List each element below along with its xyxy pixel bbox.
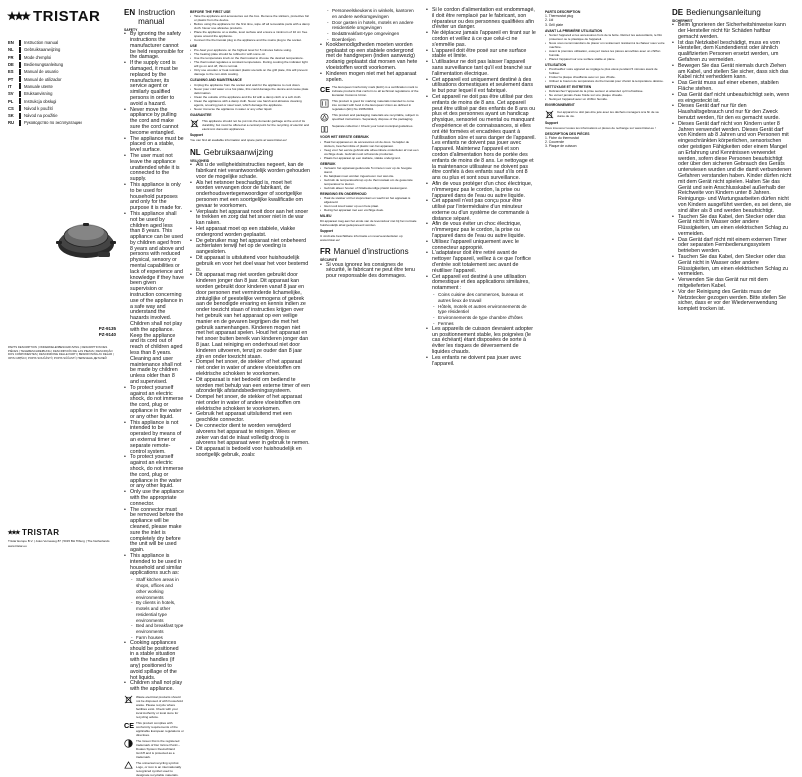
list-item: • Dieses Gerät darf nicht von Kindern unter 8 Jahren verwendet werden. Dieses Gerät darf von Kindern ab 8 Jahren und von Personen mit eingeschränkten körperlichen, sensorischen oder geistigen Fähigkeiten oder einem Mangel an Erfahrung und Kenntnissen verwendet werden, sofern diese Personen beaufsichtigt oder über den sicheren Gebrauch des Geräts unterwiesen wurden und die damit verbundenen Gefahren verstanden haben. Kinder dürfen nicht mit dem Gerät nicht spielen. Halten Sie das Gerät und sein Anschlusskabel außerhalb der Reichweite von Kindern unter 8 Jahren. Reinigungs- und Wartungsarbeiten dürfen nicht von Kindern ausgeführt werden, es sei denn, sie sind älter als 8 und werden beaufsichtigt. xyxy=(672,122,792,215)
parts-title: DESCRIPTION DES PIÈCES xyxy=(545,131,590,136)
language-item xyxy=(8,105,116,112)
list-item: • Les enfants ne doivent pas jouer avec l'appareil. xyxy=(426,356,536,368)
environment-text: Dit apparaat mag aan het einde van de levensduur niet bij het normale huishoudelijk afval gedeponeerd worden. xyxy=(320,219,417,228)
list-subitem: - By clients in hotels, motels and other residential type environments xyxy=(124,600,184,623)
list-item: • Connect the thermostat plug to the appliance and the mains plug to the socket. xyxy=(190,38,310,42)
symbol-row xyxy=(190,119,310,131)
language-item xyxy=(8,97,116,104)
list-item: • Only use wooden or heat resistant plastic utensils on the grill plate, this will prevent damage to the non-stick coating. xyxy=(190,68,310,76)
language-divider xyxy=(19,40,21,46)
symbol-description: This product complies with conformity requirements of the applicable European regulations or directives. xyxy=(136,721,184,738)
list-item: • De connector dient te worden verwijderd alvorens het apparaat te reinigen. Wees er zeker van dat de inlaat volledig droog is alvorens het apparaat weer in gebruik te nemen. xyxy=(190,424,310,447)
list-item: • Gebruik de temperatuurknop op de thermostaat om de gewenste temperatuur te kiezen. xyxy=(320,178,420,186)
brand-name: TRISTAR xyxy=(22,528,60,537)
first-use-list xyxy=(190,14,310,42)
symbol-description: The European Conformity mark (EAC) is a certification mark to indicate products that conform to all technical regulations of the Eurasian Customs Union. xyxy=(332,85,419,98)
list-item: • To protect yourself against an electric shock, do not immerse the cord, plug or appliance in the water or any other liquid. xyxy=(124,386,184,421)
list-item: • Sortez l'appareil et les accessoires hors de la boîte. Retirez les autocollants, le film protecteur ou le plastique de l'appareil. xyxy=(545,33,665,41)
symbol-row xyxy=(320,124,420,133)
list-item: • Bewegen Sie das Gerät niemals durch Ziehen am Kabel, und stellen Sie sicher, dass sich das Kabel nicht verheddern kann. xyxy=(672,64,792,81)
language-code: PL xyxy=(8,98,14,104)
parts-description xyxy=(545,132,665,149)
part-item: 2. Couvercle xyxy=(545,140,565,145)
ce-mark-icon xyxy=(124,721,133,730)
language-divider xyxy=(19,54,21,60)
symbol-row xyxy=(124,739,184,759)
list-item: • Tauchen Sie das Kabel, den Stecker oder das Gerät nicht in Wasser oder andere Flüssigkeiten, um einen elektrischen Schlag zu vermeiden. xyxy=(672,215,792,238)
list-item: • Dit apparaat mag niet worden gebruikt door kinderen jonger dan 8 jaar. Dit apparaat kan worden gebruikt door kinderen vanaf 8 jaar en door personen met verminderde lichamelijke, zintuiglijke of geestelijke vermogens of gebrek aan de benodigde ervaring en kennis indien ze onder toezicht staan of instructies krijgen over het gebruik van het apparaat op een veilige manier en de gevaren begrijpen die met het gebruik samenhangen. Kinderen mogen niet met het apparaat spelen. Houd het apparaat en het snoer buiten bereik van kinderen jonger dan 8 jaar. Laat reiniging en onderhoud niet door kinderen uitvoeren, tenzij ze ouder dan 8 jaar zijn en onder toezicht staan. xyxy=(190,273,310,360)
subsection-title: BEFORE THE FIRST USE xyxy=(190,10,231,14)
list-item: • The heating plate should be rubbed in with some oil. xyxy=(190,52,310,56)
symbol-row xyxy=(124,721,184,737)
symbol-row xyxy=(320,99,420,111)
language-divider xyxy=(19,120,21,126)
list-item: • Cet appareil est uniquement destiné à des utilisations domestiques et seulement dans le but pour lequel il est fabriqué. xyxy=(426,78,536,95)
model-number: PZ-9140 xyxy=(98,332,116,337)
language-code: SV xyxy=(8,91,14,97)
support-text: Vous trouverez toutes les informations et pièces de rechange sur www.tristar.eu ! xyxy=(545,125,656,130)
list-item: • Als het netsnoer beschadigd is, moet het worden vervangen door de fabrikant, de onderhoudsvertegenwoordiger of soortgelijke personen met een soortgelijke kwalificatie om gevaar te voorkomen. xyxy=(190,181,310,210)
language-list xyxy=(8,39,116,127)
symbol-row xyxy=(124,695,184,719)
section-title: Bedienungsanleitung xyxy=(686,8,761,17)
subsection-title: GEBRUIK xyxy=(320,161,336,166)
list-item: • Dieses Gerät darf nur für den Haushaltsgebrauch und nur für den Zweck benutzt werden, für den es gemacht wurde. xyxy=(672,104,792,121)
subsection-title: Support xyxy=(545,120,558,125)
list-item: • Dompel het snoer, de stekker of het apparaat niet onder in water of andere vloeistoffen om elektrische schokken te voorkomen. xyxy=(190,395,310,412)
subsection-title: GUARANTEE xyxy=(190,112,212,117)
list-item: • Nettoyez l'appareil avec un chiffon humide. xyxy=(545,97,665,101)
list-item: • Das Gerät muss auf einer ebenen, stabilen Fläche stehen. xyxy=(672,81,792,93)
subsection-title: REINIGING EN ONDERHOUD xyxy=(320,191,367,196)
food-safe-icon xyxy=(320,99,329,108)
list-item: • Vor der Reinigung des Geräts muss der Netzstecker gezogen werden. Bitte stellen Sie sicher, dass er vor der Wiederverwendung komplett trocken ist. xyxy=(672,290,792,313)
language-code: NL xyxy=(190,148,201,158)
safety-list-continued xyxy=(320,8,420,83)
cover-footer xyxy=(8,528,116,548)
list-item: • The thermostat regulates a constant temperature. During cooking the indicator light will go on and off, this is normal. xyxy=(190,60,310,68)
brand-name: TRISTAR xyxy=(33,8,101,25)
list-item: • To protect yourself against an electric shock, do not immerse the cord, plug or appliance in the water or any other liquid. xyxy=(124,455,184,490)
dutch-column xyxy=(320,8,420,568)
list-item: • Gebruik het apparaat uitsluitend met een geschikte connector. xyxy=(190,412,310,424)
language-item xyxy=(8,46,116,53)
language-code: FR xyxy=(320,247,331,257)
symbol-row xyxy=(545,110,665,119)
list-subitem: - Door gasten in hotels, motels en andere residentiële omgevingen xyxy=(320,20,420,32)
language-divider xyxy=(19,98,21,104)
support-text: U vindt alle beschikbare informatie en reserveonderdelen op www.tristar.eu! xyxy=(320,234,403,243)
symbol-description: The universal recycling symbol. Logo, or icon is an internationally recognized symbol used to designate recyclable materials. xyxy=(136,761,182,777)
list-item: • Never move the appliance by pulling the cord and make sure the cord cannot become entangled. xyxy=(124,108,184,137)
language-code: DE xyxy=(8,62,14,68)
section-header xyxy=(190,148,310,157)
list-item: • L'utilisateur ne doit pas laisser l'appareil sans surveillance tant qu'il est branché sur l'alimentation électrique. xyxy=(426,60,536,77)
model-numbers xyxy=(72,326,116,338)
list-subitem: - Fermes xyxy=(426,321,536,327)
subsection-title: MILIEU xyxy=(320,213,332,218)
safety-list xyxy=(672,23,792,313)
subsection-title: SICHERHEIT xyxy=(672,19,693,23)
list-item: • Utilisez l'appareil uniquement avec le connecteur approprié. xyxy=(426,240,536,252)
language-name: Bedienungsanleitung xyxy=(24,62,64,68)
subsection-title: NETTOYAGE ET ENTRETIEN xyxy=(545,85,592,90)
language-code: ES xyxy=(8,69,14,75)
bin-crossed-icon xyxy=(190,119,199,128)
list-item: • Giet nooit koud water op een hete plaat. xyxy=(320,204,420,208)
language-name: Bruksanvisning xyxy=(24,91,53,97)
language-item xyxy=(8,112,116,119)
list-item: • Clean the outside of the appliance and the lid with a damp cloth or a soft cloth. xyxy=(190,95,310,99)
bin-crossed-icon xyxy=(545,110,554,119)
list-subitem: - Farm houses xyxy=(124,635,184,641)
list-item: • This appliance is not intended to be operated by means of an external timer or separate remote-control system. xyxy=(124,421,184,456)
language-item xyxy=(8,54,116,61)
list-item: • Haal de stekker uit het stopcontact en wacht tot het apparaat is afgekoeld. xyxy=(320,196,420,204)
list-item: • Place the appliance on a stable, level surface and ensure a minimum of 10 cm free space around the appliance. xyxy=(190,30,310,38)
list-item: • Clean the appliance with a damp cloth. Never use harsh and abrasive cleaning agents, scouring pad or steel wool, which damage the appliance. xyxy=(190,99,310,107)
list-item: • Haal het apparaat en de accessoires uit de doos. Verwijder de stickers, beschermfolie of plastic van het apparaat. xyxy=(320,140,420,148)
list-item: • Verplaats het apparaat nooit door aan het snoer te trekken en zorg dat het snoer niet in de war kan raken. xyxy=(190,210,310,227)
ce-mark-icon xyxy=(320,85,329,94)
language-code: EN xyxy=(124,8,136,17)
list-item: • Never pour cold water on a hot plate, this could damage the device and cause plate deformation. xyxy=(190,87,310,95)
language-name: Instruction manual xyxy=(24,40,59,46)
list-subitem: - Bed&Breakfast-type omgevingen xyxy=(320,31,420,37)
language-item xyxy=(8,90,116,97)
safety-list xyxy=(124,32,184,693)
list-item: • Dompel het snoer, de stekker of het apparaat niet onder in water of andere vloeistoffen om elektrische schokken te voorkomen. xyxy=(190,360,310,377)
list-item: • This appliance is intended to be used in household and similar applications such as: xyxy=(124,554,184,577)
language-name: Mode d'emploi xyxy=(24,54,52,60)
list-item: • This appliance is only to be used for household purposes and only for the purpose it is made for. xyxy=(124,183,184,212)
list-item: • Pre-heat your appliance on the highest level for 5 minutes before using. xyxy=(190,48,310,52)
use-list xyxy=(545,67,665,83)
cleaning-list xyxy=(320,196,420,212)
language-divider xyxy=(19,91,21,97)
list-item: • Take the appliance and accessories out the box. Remove the stickers, protective foil or plastic from the device. xyxy=(190,14,310,22)
use-list xyxy=(320,166,420,190)
list-subitem: - Bed and breakfast type environments xyxy=(124,623,184,635)
language-name: Gebruiksaanwijzing xyxy=(24,47,61,53)
list-item: • Only use the appliance with the appropriate connector. xyxy=(124,490,184,507)
section-title: Gebruiksaanwijzing xyxy=(203,148,274,158)
symbol-description: Separate collection / Check your local municipal guidelines. xyxy=(332,124,414,129)
list-item: • The connector must be removed before the appliance will be cleaned, please make sure the inlet is completely dry before the unit will be used again. xyxy=(124,508,184,554)
language-divider xyxy=(19,62,21,68)
pizza-pan-illustration-icon xyxy=(54,208,118,272)
symbol-description: This product and packaging materials are recyclable, subject to specified instructions. Separately dispose of the packaging. xyxy=(332,113,419,122)
list-item: • Plaats het apparaat op een stabiele, vlakke ondergrond. xyxy=(320,156,420,160)
language-code: EN xyxy=(8,40,14,46)
list-item: • Cooking appliances should be positioned in a stable situation with the handles (if any) positioned to avoid spillage of the hot liquids. xyxy=(124,641,184,682)
list-item: • Si le cordon d'alimentation est endommagé, il doit être remplacé par le fabricant, son réparateur ou des personnes qualifiées afin d'éviter un danger. xyxy=(426,8,536,31)
list-item: • Si vous ignorez les consignes de sécurité, le fabricant ne peut être tenu pour responsable des dommages. xyxy=(320,263,420,280)
french-use-column xyxy=(545,8,665,568)
list-item: • Frottez la plaque chauffante avec un peu d'huile. xyxy=(545,75,665,79)
language-divider xyxy=(19,105,21,111)
list-subitem: - Environnements de type chambre d'hôtes xyxy=(426,315,536,321)
language-item xyxy=(8,39,116,46)
list-item: • Nous vous recommandons de placer un revêtement résistant à la chaleur sous votre machine. xyxy=(545,41,665,49)
symbol-description: This product is good for marking materials intended to come into contact with food in the European Union as defined in regulation (EC) No 1935/2004. xyxy=(332,99,415,112)
language-code: DE xyxy=(672,8,684,17)
list-subitem: - Personeelskeukens in winkels, kantoren en andere werkomgevingen xyxy=(320,8,420,20)
cleaning-list xyxy=(545,89,665,101)
symbol-row xyxy=(320,85,420,97)
cleaning-list xyxy=(190,83,310,111)
first-use-list xyxy=(320,140,420,160)
list-item: • Utilisez le bouton de température du thermostat pour choisir la température désirée. xyxy=(545,79,665,83)
list-item: • Dit apparaat is niet bedoeld om bediend te worden met behulp van een externe timer of een afzonderlijk afstandsbedieningssysteem. xyxy=(190,378,310,395)
list-subitem: - Boerderijen xyxy=(320,37,420,43)
list-item: • Avant la première utilisation, essuyez toutes les pièces amovibles avec un chiffon humide. xyxy=(545,49,665,57)
stars-icon xyxy=(8,10,30,23)
part-item: 1. Thermostat plug xyxy=(545,14,574,19)
section-title: Instruction manual xyxy=(138,8,176,26)
subsection-title: VEILIGHEID xyxy=(190,159,210,164)
language-divider xyxy=(19,113,21,119)
language-code: FR xyxy=(8,54,14,60)
list-subitem: - Coins cuisine des commerces, bureaux et autres lieux de travail xyxy=(426,292,536,304)
language-divider xyxy=(19,47,21,53)
list-item: • Use the temperature knob on the thermostat to choose the desired temperature. xyxy=(190,56,310,60)
symbol-description: Waste electrical products should not be disposed of with household waste. Please recycle where facilities exist. Check with your local Authority or local store for recycling advice. xyxy=(136,695,183,720)
list-item: • Afin de vous éviter un choc électrique, n'immergez pas le cordon, la prise ou l'appareil dans de l'eau ou autre liquide. xyxy=(426,222,536,239)
list-item: • Veeg voor het eerste gebruik alle afneembare onderdelen af met een vochtige doek. Gebruik nooit schurende producten. xyxy=(320,148,420,156)
language-name: Manual de utilizador xyxy=(24,76,62,82)
list-item: • Dit apparaat is bedoeld voor huishoudelijk en soortgelijk gebruik, zoals: xyxy=(190,447,310,459)
cover-multilingual-text: PARTS DESCRIPTION | ONDERDELENBESCHRIJVING | DESCRIPTION DES PIÈCES | TEILEBESCHREIBUNG | DESCRIPCIÓN DE LAS PIEZAS | DESCRIÇÃO DOS COMPONENTES | DESCRIZIONE DELLE PARTI | BESKRIVNING AV DELAR | OPIS CZĘŚCI | POPIS SOUČÁSTÍ | POPIS SÚČASTÍ | ПЕРЕЧЕНЬ ДЕТАЛЕЙ xyxy=(8,345,114,360)
list-item: • Het apparaat moet op een stabiele, vlakke ondergrond worden geplaatst. xyxy=(190,227,310,239)
list-item: • The appliance must be placed on a stable, level surface. xyxy=(124,137,184,154)
list-item: • Before using the appliance for the first time, wipe off all removable parts with a damp cloth. Never use abrasive products. xyxy=(190,22,310,30)
list-item: • L'adaptateur doit être retiré avant de nettoyer l'appareil, veillez à ce que l'orifice d'entrée soit totalement sec avant de réutiliser l'appareil. xyxy=(426,251,536,274)
symbol-row xyxy=(124,761,184,777)
part-item: 3. Plaque de cuisson xyxy=(545,144,577,149)
list-item: • By ignoring the safety instructions the manufacturer cannot be held responsible for the damage. xyxy=(124,32,184,61)
list-item: • Reinig het apparaat met een vochtige doek. xyxy=(320,208,420,212)
language-divider xyxy=(19,83,21,89)
svg-text:CE: CE xyxy=(124,721,134,731)
safety-list xyxy=(190,163,310,459)
separate-collection-icon xyxy=(320,124,329,133)
list-item: • Kinderen mogen niet met het apparaat spelen. xyxy=(320,72,420,84)
language-name: Руководство по эксплуатации xyxy=(24,120,82,126)
language-item xyxy=(8,83,116,90)
list-item: • Les appareils de cuisson devraient adopter un positionnement stable, les poignées (le cas échéant) étant disposées de sorte à éviter les risques de déversement de liquides chauds. xyxy=(426,327,536,356)
subsection-title: UTILISATION xyxy=(545,63,567,68)
language-divider xyxy=(19,76,21,82)
language-divider xyxy=(19,69,21,75)
list-item: • Das Gerät darf nicht unbeaufsichtigt sein, wenn es eingesteckt ist. xyxy=(672,93,792,105)
list-item: • Ne déplacez jamais l'appareil en tirant sur le cordon et veillez à ce que celui-ci ne s'emmêle pas. xyxy=(426,31,536,48)
svg-text:CE: CE xyxy=(320,85,330,95)
language-code: IT xyxy=(8,83,12,89)
language-name: Návod k použití xyxy=(24,105,53,111)
part-item: 2. Lid xyxy=(545,18,554,23)
language-item xyxy=(8,61,116,68)
symbol-description: The Green Dot is the registered trademark of Der Grüne Punkt – Duales System Deutschland GmbH and is protected as a trademark. xyxy=(136,739,181,760)
english-use-column xyxy=(190,8,310,568)
language-code: SK xyxy=(8,113,14,119)
safety-list xyxy=(320,263,420,280)
list-item: • Kookbenodigdheden moeten worden geplaatst op een stabiele ondergrond met de handgrepen (indien aanwezig) zodanig geplaatst dat morsen van hete vloeistoffen wordt voorkomen. xyxy=(320,43,420,72)
language-name: Instrukcja obsługi xyxy=(24,98,57,104)
list-item: • Als u de veiligheidsinstructies negeert, kan de fabrikant niet verantwoordelijk worden gehouden voor de mogelijke schade. xyxy=(190,163,310,180)
symbol-row xyxy=(320,113,420,122)
list-item: • L'appareil doit être posé sur une surface stable et limite. xyxy=(426,49,536,61)
list-item: • Ne versez jamais d'eau froide sur une plaque chaude. xyxy=(545,93,665,97)
parts-title: PARTS DESCRIPTION xyxy=(545,10,581,14)
list-item: • Das Gerät darf nicht mit einem externen Timer oder separaten Fernbedienungssystem betrieben werden. xyxy=(672,238,792,255)
list-item: • Never immerse the appliance in water or any other liquid. xyxy=(190,107,310,111)
list-item: • Placez l'appareil sur une surface stable et plane. xyxy=(545,57,665,61)
section-header xyxy=(320,247,420,256)
list-item: • De gebruiker mag het apparaat niet onbeheerd achterlaten terwijl het op de voeding is aangesloten. xyxy=(190,239,310,256)
list-item: • Cet appareil ne doit pas être utilisé par des enfants de moins de 8 ans. Cet appareil peut être utilisé par des enfants de 8 ans ou plus et des personnes ayant un handicap physique, sensoriel ou mental ou manquant d'expérience et de connaissances, si elles ont été formées et encadrées quant à l'utilisation sûre et sans danger de l'appareil. Les enfants ne doivent pas jouer avec l'appareil. Maintenez l'appareil et son cordon d'alimentation hors de portée des enfants de moins de 8 ans. Le nettoyage et la maintenance utilisateur ne doivent pas être confiés à des enfants sauf s'ils ont 8 ans ou plus et sont sous surveillance. xyxy=(426,95,536,182)
list-item: • Verwenden Sie das Gerät nur mit dem mitgelieferten Kabel. xyxy=(672,278,792,290)
language-name: Manual de usuario xyxy=(24,69,59,75)
subsection-title: AVANT LA PREMIÈRE UTILISATION xyxy=(545,28,603,33)
language-item xyxy=(8,68,116,75)
german-column xyxy=(672,8,792,568)
parts-description xyxy=(545,10,665,27)
list-item: • This appliance shall not be used by children aged less than 8 years. This appliance can be used by children aged from 8 years and above and persons with reduced physical, sensory or mental capabilities or lack of experience and knowledge if they have been given supervision or instruction concerning use of the appliance in a safe way and understand the hazards involved. Children shall not play with the appliance. Keep the appliance and its cord out of reach of children aged less than 8 years. Cleaning and user maintenance shall not be made by children unless older than 8 and supervised. xyxy=(124,212,184,386)
list-item: • Ist das Netzkabel beschädigt, muss es vom Hersteller, dem Kundendienst oder ähnlich qualifizierten Personen ersetzt werden, um Gefahren zu vermeiden. xyxy=(672,41,792,64)
company-website: www.tristar.eu xyxy=(8,544,27,548)
use-list xyxy=(190,48,310,76)
environment-text: Cet appareil ne doit pas être jeté avec les déchets ménagers à la fin de sa durée de vie. xyxy=(557,109,659,118)
list-item: • The user must not leave the appliance unattended while it is connected to the supply. xyxy=(124,154,184,183)
stars-icon xyxy=(8,529,20,536)
list-item: • De bakplaat moet worden ingewreven met wat olie. xyxy=(320,174,420,178)
section-header xyxy=(124,8,184,26)
language-code: NL xyxy=(8,47,14,53)
language-item xyxy=(8,75,116,82)
section-header xyxy=(672,8,792,17)
subsection-title: SÉCURITÉ xyxy=(320,258,338,263)
language-code: CS xyxy=(8,105,14,111)
list-item: • Children shall not play with the appliance. xyxy=(124,681,184,693)
subsection-title: ENVIRONNEMENT xyxy=(545,103,575,108)
list-item: • Gebruik alleen houten of hittebestendige plastic keukengerei. xyxy=(320,186,420,190)
bin-crossed-icon xyxy=(124,695,133,704)
section-title: Manuel d'instructions xyxy=(333,247,409,257)
cover-column xyxy=(8,8,116,568)
list-item: • Unplug the appliance from the socket and wait for the appliance to cool down. xyxy=(190,83,310,87)
list-item: • Cet appareil n'est pas conçu pour être utilisé par l'intermédiaire d'un minuteur externe ou d'un système de commande à distance séparé. xyxy=(426,199,536,222)
language-code: PT xyxy=(8,76,14,82)
list-item: • Cet appareil est destiné à une utilisation domestique et des applications similaires, notamment : xyxy=(426,275,536,292)
list-item: • Préchauffez votre appareil au réglage le plus élevé pendant 5 minutes avant de l'utiliser. xyxy=(545,67,665,75)
list-item: • Tauchen Sie das Kabel, den Stecker oder das Gerät nicht in Wasser oder andere Flüssigkeiten, um einen elektrischen Schlag zu vermeiden. xyxy=(672,255,792,278)
list-item: • Dit apparaat is uitsluitend voor huishoudelijk gebruik en voor het doel waar het voor bestemd is. xyxy=(190,256,310,273)
subsection-title: USE xyxy=(190,44,197,49)
list-item: • Verwarm het apparaat gedurende 5 minuten voor op de hoogste stand. xyxy=(320,166,420,174)
green-dot-icon xyxy=(124,739,133,748)
part-item: 3. Grill plate xyxy=(545,22,564,27)
subsection-title: VOOR HET EERSTE GEBRUIK xyxy=(320,135,369,140)
language-code: RU xyxy=(8,120,15,126)
list-item: • If the supply cord is damaged, it must be replaced by the manufacturer, its service agent or similarly qualified persons in order to avoid a hazard. xyxy=(124,61,184,107)
french-column xyxy=(426,8,536,568)
part-item: 1. Fiche du thermostat xyxy=(545,136,579,141)
list-subitem: - Hôtels, motels et autres environnements de type résidentiel xyxy=(426,304,536,316)
english-safety-column xyxy=(124,8,184,777)
list-item: • Afin de vous protéger d'un choc électrique, n'immergez pas le cordon, la prise ou l'appareil dans de l'eau ou autre liquide. xyxy=(426,182,536,199)
subsection-title: SAFETY xyxy=(124,28,138,32)
list-subitem: - Staff kitchen areas in shops, offices and other working environments xyxy=(124,577,184,600)
subsection-title: CLEANING AND MAINTENANCE xyxy=(190,78,242,83)
subsection-title: Support xyxy=(320,229,333,234)
list-item: • Beim Ignorieren der Sicherheitshinweise kann der Hersteller nicht für Schäden haftbar gemacht werden. xyxy=(672,23,792,40)
language-item xyxy=(8,119,116,126)
subsection-title: Support xyxy=(190,132,203,137)
recycle-icon xyxy=(124,761,133,770)
company-address: Tristar Europe B.V. | Jules Verneweg 87 | 5015 BH Tilburg | The Netherlands xyxy=(8,539,110,543)
safety-list-continued xyxy=(426,8,536,367)
language-name: Manuale utente xyxy=(24,83,53,89)
support-text: You can find all available information and spare parts at www.tristar.eu! xyxy=(190,138,287,143)
footer-logo xyxy=(8,528,116,537)
language-name: Návod na použitie xyxy=(24,113,58,119)
recycle-paper-icon xyxy=(320,113,329,122)
guarantee-text: This appliance should not be put into the domestic garbage at the end of its durability, but must be offered at a central point for the recycling of electric and electronic domestic appliances. xyxy=(202,118,310,131)
list-item: • Débranchez l'appareil de la prise secteur et attendez qu'il refroidisse. xyxy=(545,89,665,93)
first-use-list xyxy=(545,33,665,61)
model-number: PZ-9135 xyxy=(98,326,116,331)
brand-logo xyxy=(8,8,116,25)
